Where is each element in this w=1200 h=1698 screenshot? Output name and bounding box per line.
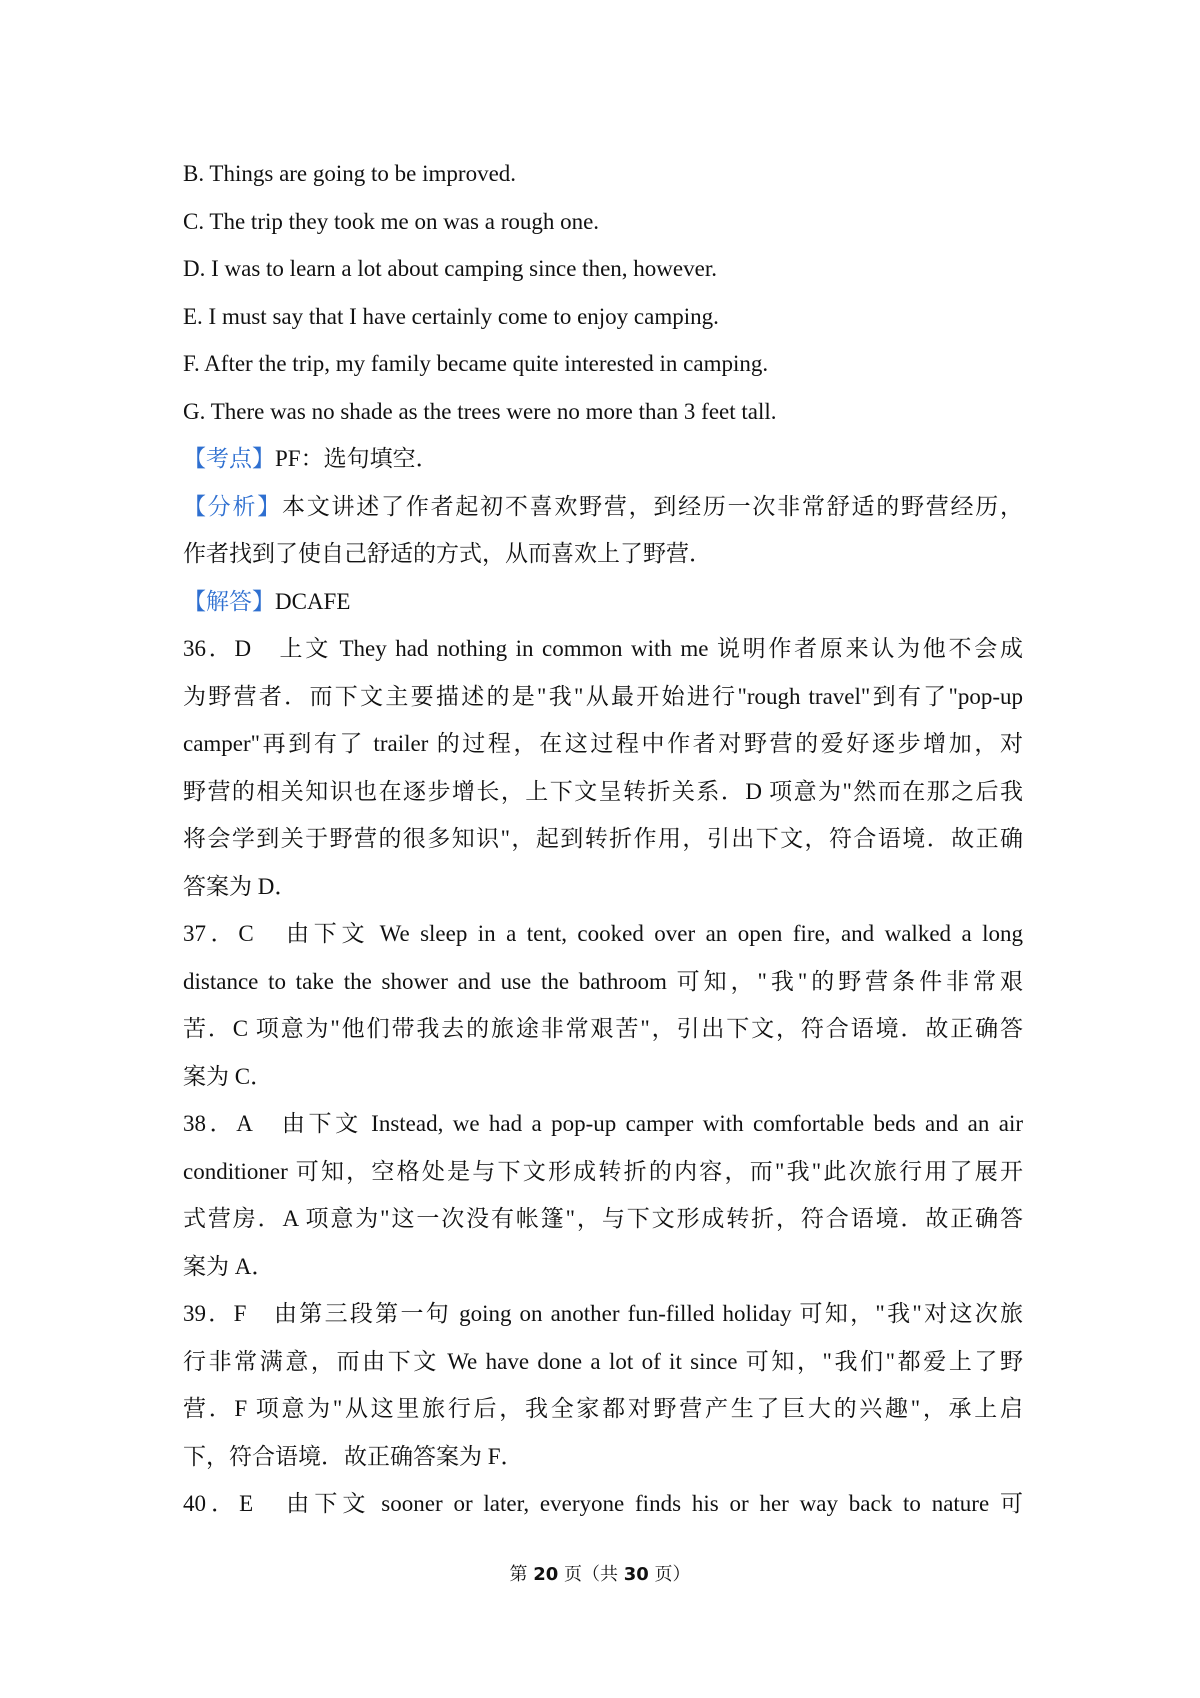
explanation-line: 39．F 由第三段第一句 going on another fun-filled holiday 可知，"我"对这次旅	[183, 1301, 1023, 1326]
document-body	[183, 150, 1023, 1528]
explanation-line: 野营的相关知识也在逐步增长，上下文呈转折关系．D 项意为"然而在那之后我	[183, 778, 1023, 804]
explanation-q40	[183, 1480, 1023, 1528]
explanation-line: 案为 C．	[183, 1063, 274, 1089]
explanation-line: 营．F 项意为"从这里旅行后，我全家都对野营产生了巨大的兴趣"，承上启	[183, 1396, 1023, 1421]
option-line: D. I was to learn a lot about camping since then, however.	[183, 256, 717, 281]
option-line: F. After the trip, my family became quite interested in camping.	[183, 351, 769, 376]
explanation-line: 37．C 由下文 We sleep in a tent, cooked over an open fire, and walked a long	[183, 921, 1023, 946]
explanation-q38	[183, 1100, 1023, 1290]
option-line: E. I must say that I have certainly come to enjoy camping.	[183, 303, 719, 329]
explanation-q37	[183, 910, 1023, 1100]
explanation-line: conditioner 可知，空格处是与下文形成转折的内容，而"我"此次旅行用了展开	[183, 1158, 1023, 1184]
fenxi-text-1: 本文讲述了作者起初不喜欢野营，到经历一次非常舒适的野营经历，	[282, 493, 1024, 519]
kaodian-text: PF：选句填空．	[275, 446, 439, 471]
explanation-line: 40．E 由下文 sooner or later, everyone finds his or her way back to nature 可	[183, 1491, 1023, 1516]
kaodian-tag: 【考点】	[183, 446, 275, 471]
explanation-line: 将会学到关于野营的很多知识"，起到转折作用，引出下文，符合语境．故正确	[183, 826, 1023, 851]
explanation-line: 苦．C 项意为"他们带我去的旅途非常艰苦"，引出下文，符合语境．故正确答	[183, 1016, 1023, 1041]
footer-total-pages: 30	[623, 1564, 649, 1585]
footer-page-number: 20	[533, 1564, 559, 1585]
jieda-line	[183, 578, 1023, 626]
kaodian-line	[183, 435, 1023, 483]
option-line: C. The trip they took me on was a rough one.	[183, 208, 600, 234]
explanation-line: 36．D 上文 They had nothing in common with me 说明作者原来认为他不会成	[183, 636, 1023, 661]
answer-options	[183, 150, 1023, 435]
fenxi-line-2	[183, 530, 1023, 578]
fenxi-line-1	[183, 483, 1023, 531]
explanation-line: distance to take the shower and use the bathroom 可知，"我"的野营条件非常艰	[183, 968, 1023, 994]
explanation-line: 38．A 由下文 Instead, we had a pop-up camper with comfortable beds and an air	[183, 1111, 1023, 1136]
explanation-line: camper"再到有了 trailer 的过程，在这过程中作者对野营的爱好逐步增加，对	[183, 731, 1023, 756]
explanation-line: 式营房．A 项意为"这一次没有帐篷"，与下文形成转折，符合语境．故正确答	[183, 1206, 1023, 1231]
footer-suffix: 页）	[654, 1564, 691, 1585]
page-footer	[0, 1560, 1200, 1586]
explanations	[183, 625, 1023, 1528]
explanation-line: 下，符合语境．故正确答案为 F．	[183, 1443, 524, 1469]
footer-prefix: 第	[509, 1564, 528, 1585]
fenxi-tag: 【分析】	[183, 493, 283, 519]
fenxi-text-2: 作者找到了使自己舒适的方式，从而喜欢上了野营．	[183, 541, 712, 566]
jieda-tag: 【解答】	[183, 588, 275, 614]
jieda-text: DCAFE	[275, 588, 351, 614]
explanation-line: 行非常满意，而由下文 We have done a lot of it since 可知，"我们"都爱上了野	[183, 1348, 1023, 1374]
explanation-line: 答案为 D．	[183, 873, 298, 899]
option-line: G. There was no shade as the trees were no more than 3 feet tall.	[183, 398, 777, 424]
explanation-line: 为野营者．而下文主要描述的是"我"从最开始进行"rough travel"到有了"pop-up	[183, 683, 1023, 709]
explanation-line: 案为 A．	[183, 1253, 275, 1279]
explanation-q36	[183, 625, 1023, 910]
option-line: B. Things are going to be improved.	[183, 161, 517, 186]
footer-middle: 页（共	[564, 1564, 618, 1585]
explanation-q39	[183, 1290, 1023, 1480]
